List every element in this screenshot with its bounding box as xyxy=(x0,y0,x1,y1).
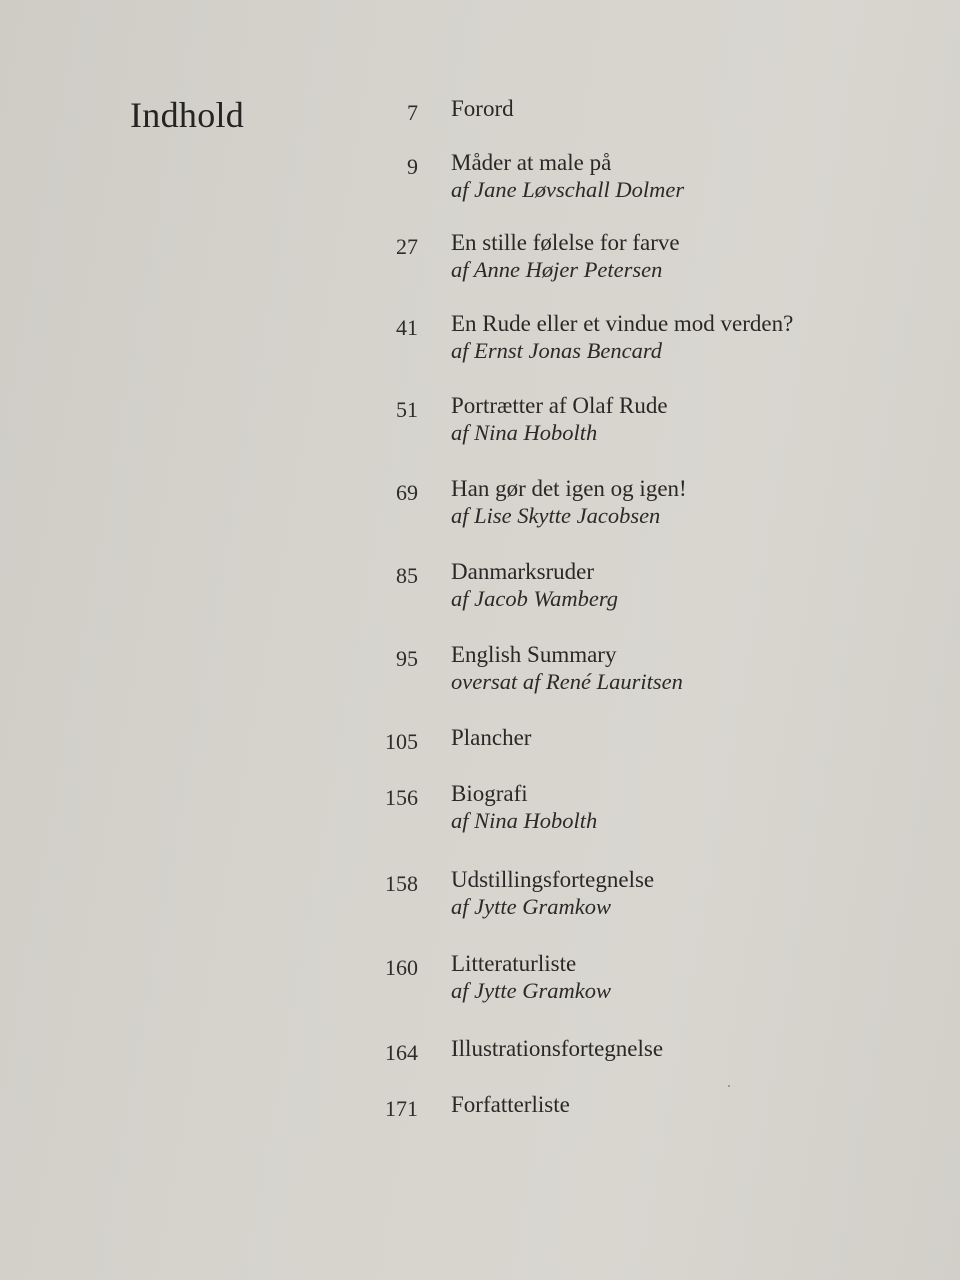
toc-page-number: 27 xyxy=(396,234,418,259)
toc-page-number: 156 xyxy=(385,785,418,810)
toc-author: af Jytte Gramkow xyxy=(451,978,611,1003)
toc-author: af Jane Løvschall Dolmer xyxy=(451,177,685,202)
toc-title: Han gør det igen og igen! xyxy=(451,476,687,501)
toc-page-number: 95 xyxy=(396,646,418,671)
toc-entry xyxy=(0,1092,960,1156)
toc-page-number: 160 xyxy=(385,955,418,980)
toc-title: Biografi xyxy=(451,781,528,806)
toc-page-number: 51 xyxy=(396,397,418,422)
toc-entry xyxy=(0,781,960,845)
toc-title: Litteraturliste xyxy=(451,951,577,976)
toc-entry xyxy=(0,476,960,540)
toc-title: En Rude eller et vindue mod verden? xyxy=(451,311,794,336)
toc-title: En stille følelse for farve xyxy=(451,230,680,255)
toc-author: af Anne Højer Petersen xyxy=(451,257,663,282)
toc-entry xyxy=(0,393,960,457)
toc-page-number: 105 xyxy=(385,729,418,754)
toc-page-number: 69 xyxy=(396,480,418,505)
toc-title: Portrætter af Olaf Rude xyxy=(451,393,668,418)
toc-title: Illustrationsfortegnelse xyxy=(451,1036,664,1061)
toc-page-number: 171 xyxy=(385,1096,418,1121)
toc-author: af Jacob Wamberg xyxy=(451,586,619,611)
toc-title: Måder at male på xyxy=(451,150,612,175)
toc-author: af Ernst Jonas Bencard xyxy=(451,338,663,363)
toc-page-number: 158 xyxy=(385,871,418,896)
toc-page-number: 9 xyxy=(407,154,418,179)
toc-author: af Lise Skytte Jacobsen xyxy=(451,503,661,528)
toc-entry xyxy=(0,725,960,789)
toc-entry xyxy=(0,867,960,931)
toc-author: af Nina Hobolth xyxy=(451,808,598,833)
toc-entry xyxy=(0,642,960,706)
toc-title: Forfatterliste xyxy=(451,1092,570,1117)
toc-entry xyxy=(0,230,960,294)
toc-entry xyxy=(0,1036,960,1100)
toc-author: af Jytte Gramkow xyxy=(451,894,611,919)
toc-page-number: 7 xyxy=(407,100,418,125)
toc-page-number: 85 xyxy=(396,563,418,588)
toc-entry xyxy=(0,311,960,375)
toc-title: Udstillingsfortegnelse xyxy=(451,867,655,892)
toc-entry xyxy=(0,951,960,1015)
toc-entry xyxy=(0,559,960,623)
toc-author: oversat af René Lauritsen xyxy=(451,669,683,694)
toc-page-number: 164 xyxy=(385,1040,418,1065)
toc-page-number: 41 xyxy=(396,315,418,340)
toc-entry xyxy=(0,150,960,214)
paper-speck xyxy=(728,1085,730,1087)
toc-title: Danmarksruder xyxy=(451,559,595,584)
toc-author: af Nina Hobolth xyxy=(451,420,598,445)
toc-title: Forord xyxy=(451,96,514,121)
page-title: Indhold xyxy=(130,95,245,135)
toc-title: English Summary xyxy=(451,642,617,667)
toc-title: Plancher xyxy=(451,725,532,750)
